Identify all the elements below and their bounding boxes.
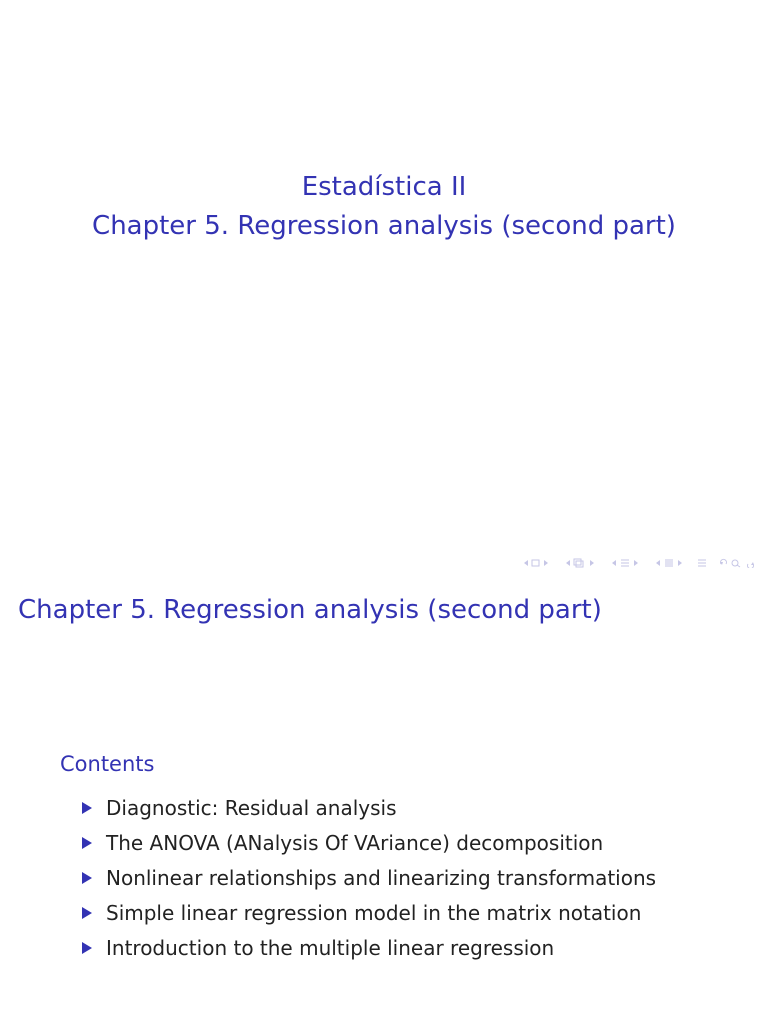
list-item (82, 825, 656, 860)
list-item (82, 895, 656, 930)
nav-subsection-control[interactable] (562, 558, 598, 568)
nav-appendix-icon (696, 558, 708, 568)
contents-heading: Contents (60, 752, 155, 776)
bullet-triangle-icon (82, 942, 92, 954)
list-item (82, 930, 656, 965)
nav-document-icon (652, 558, 686, 568)
list-item-text: Introduction to the multiple linear regression (106, 935, 555, 960)
nav-section-control[interactable] (608, 558, 642, 568)
list-item-text: Simple linear regression model in the matrix notation (106, 900, 642, 925)
bullet-triangle-icon (82, 907, 92, 919)
bullet-triangle-icon (82, 872, 92, 884)
beamer-navigation-bar (514, 555, 758, 571)
frame-title: Chapter 5. Regression analysis (second part) (18, 595, 602, 625)
list-item-text: The ANOVA (ANalysis Of VAriance) decomposition (106, 830, 604, 855)
contents-list (82, 790, 656, 965)
list-item (82, 860, 656, 895)
contents-slide (0, 576, 768, 1024)
bullet-triangle-icon (82, 837, 92, 849)
nav-subsection-icon (562, 558, 598, 568)
nav-section-icon (608, 558, 642, 568)
nav-frame-control[interactable] (520, 558, 552, 568)
list-item (82, 790, 656, 825)
presentation-subtitle: Chapter 5. Regression analysis (second part) (92, 211, 676, 241)
nav-back-search-control[interactable] (718, 558, 758, 568)
presentation-title: Estadística II (301, 172, 467, 202)
list-item-text: Nonlinear relationships and linearizing transformations (106, 865, 657, 890)
nav-back-search-icon (718, 558, 758, 568)
nav-appendix-control[interactable] (696, 558, 708, 568)
bullet-triangle-icon (82, 802, 92, 814)
nav-document-control[interactable] (652, 558, 686, 568)
nav-frame-icon (520, 558, 552, 568)
list-item-text: Diagnostic: Residual analysis (106, 795, 397, 820)
